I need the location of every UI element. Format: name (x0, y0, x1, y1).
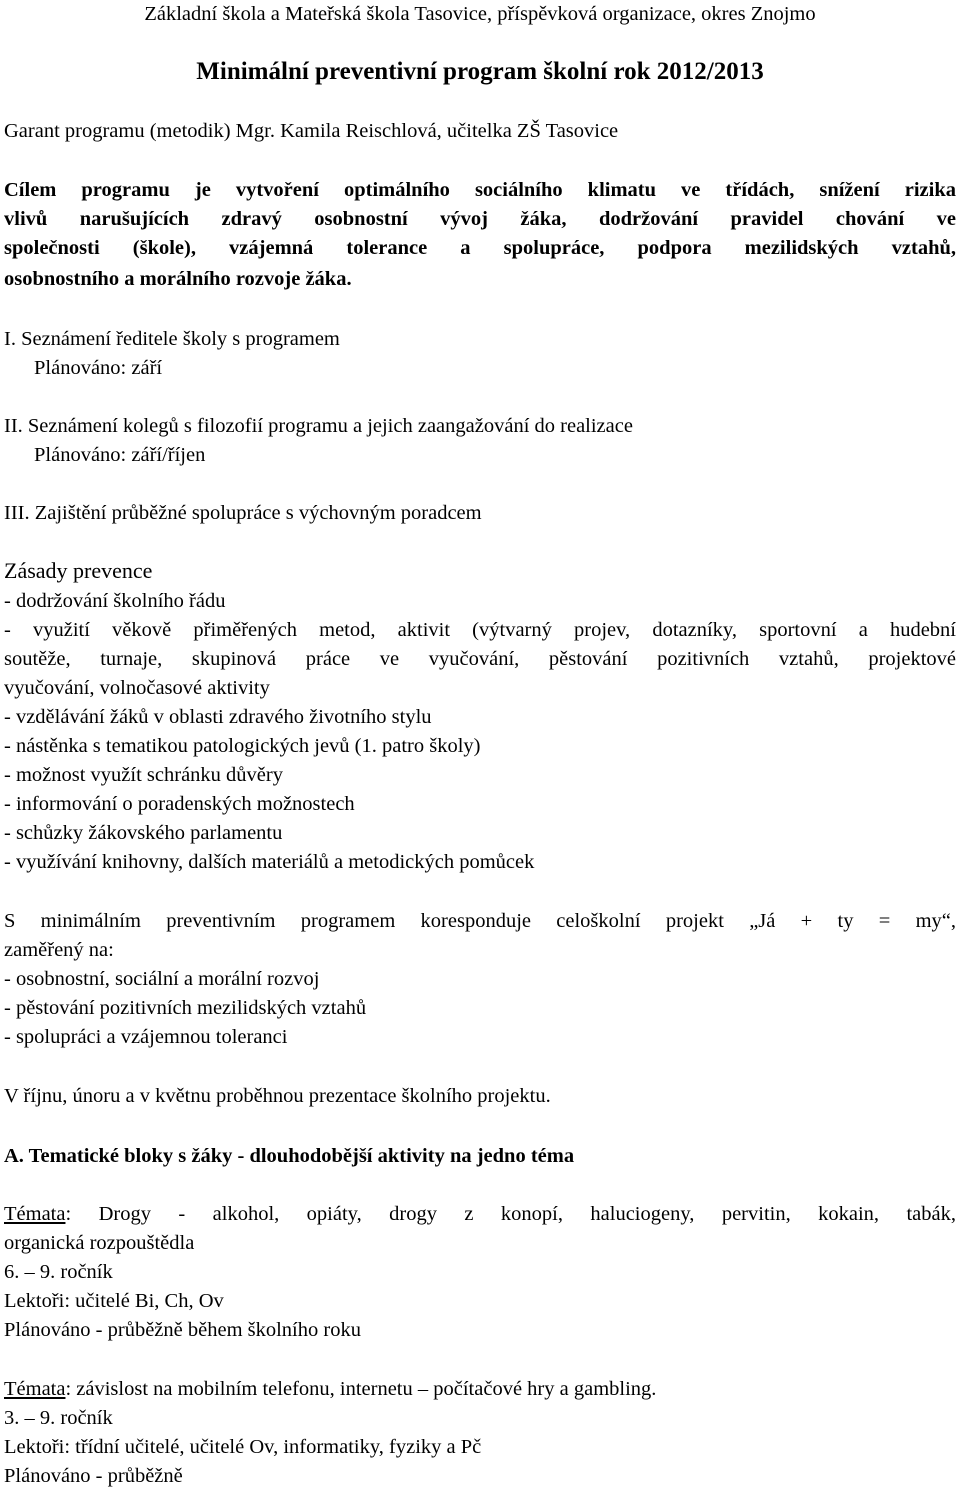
principle-line: soutěže, turnaje, skupinová práce ve vyučování, pěstování pozitivních vztahů, projektové (4, 648, 956, 670)
topics-text: : závislost na mobilním telefonu, internetu – počítačové hry a gambling. (65, 1378, 657, 1400)
topics-line: organická rozpouštědla (4, 1232, 195, 1254)
step-title: II. Seznámení kolegů s filozofií programu a jejich zaangažování do realizace (4, 415, 633, 437)
principles-heading: Zásady prevence (4, 558, 153, 583)
step-title: III. Zajištění průběžné spolupráce s výchovným poradcem (4, 502, 482, 524)
goal-line: Cílem programu je vytvoření optimálního sociálního klimatu ve třídách, snížení rizika (4, 179, 956, 201)
project-presentation: V říjnu, únoru a v květnu proběhnou prezentace školního projektu. (4, 1085, 551, 1107)
topics-line (4, 1200, 956, 1228)
project-line: S minimálním preventivním programem koresponduje celoškolní projekt „Já + ty = my“, (4, 910, 956, 932)
lecturers: Lektoři: třídní učitelé, učitelé Ov, informatiky, fyziky a Pč (4, 1436, 482, 1458)
program-guarantor: Garant programu (metodik) Mgr. Kamila Reischlová, učitelka ZŠ Tasovice (4, 120, 619, 142)
principle-line: - dodržování školního řádu (4, 590, 226, 612)
step-title: I. Seznámení ředitele školy s programem (4, 328, 340, 350)
project-line: zaměřený na: (4, 939, 114, 961)
document-title: Minimální preventivní program školní rok 2012/2013 (196, 58, 764, 85)
principle-line: - nástěnka s tematikou patologických jevů (1. patro školy) (4, 735, 481, 757)
section-a-heading: A. Tematické bloky s žáky - dlouhodobější aktivity na jedno téma (4, 1145, 575, 1167)
topics-label: Témata (4, 1378, 66, 1400)
lecturers: Lektoři: učitelé Bi, Ch, Ov (4, 1290, 224, 1312)
principle-line: - využití věkově přiměřených metod, aktivit (výtvarný projev, dotazníky, sportovní a hudební (4, 619, 956, 641)
plan: Plánováno - průběžně (4, 1465, 183, 1487)
grades: 3. – 9. ročník (4, 1407, 113, 1429)
goal-line: osobnostního a morálního rozvoje žáka. (4, 268, 352, 290)
grades: 6. – 9. ročník (4, 1261, 113, 1283)
principle-line: - možnost využít schránku důvěry (4, 764, 283, 786)
step-plan: Plánováno: září/říjen (34, 444, 206, 466)
principle-line: - využívání knihovny, dalších materiálů a metodických pomůcek (4, 851, 535, 873)
project-line: - pěstování pozitivních mezilidských vztahů (4, 997, 367, 1019)
principle-line: - vzdělávání žáků v oblasti zdravého životního stylu (4, 706, 432, 728)
project-line: - spolupráci a vzájemnou toleranci (4, 1026, 288, 1048)
goal-line: vlivů narušujících zdravý osobnostní vývoj žáka, dodržování pravidel chování ve (4, 208, 956, 230)
plan: Plánováno - průběžně během školního roku (4, 1319, 361, 1341)
topics-label: Témata (4, 1203, 66, 1225)
principle-line: - schůzky žákovského parlamentu (4, 822, 283, 844)
school-name: Základní škola a Mateřská škola Tasovice, příspěvková organizace, okres Znojmo (144, 3, 816, 25)
project-line: - osobnostní, sociální a morální rozvoj (4, 968, 320, 990)
step-plan: Plánováno: září (34, 357, 163, 379)
principle-line: - informování o poradenských možnostech (4, 793, 355, 815)
topics-text: : Drogy - alkohol, opiáty, drogy z konopí, haluciogeny, pervitin, kokain, tabák, (65, 1203, 956, 1225)
principle-line: vyučování, volnočasové aktivity (4, 677, 270, 699)
goal-line: společnosti (škole), vzájemná tolerance a spolupráce, podpora mezilidských vztahů, (4, 237, 956, 259)
topics-line (4, 1375, 656, 1403)
